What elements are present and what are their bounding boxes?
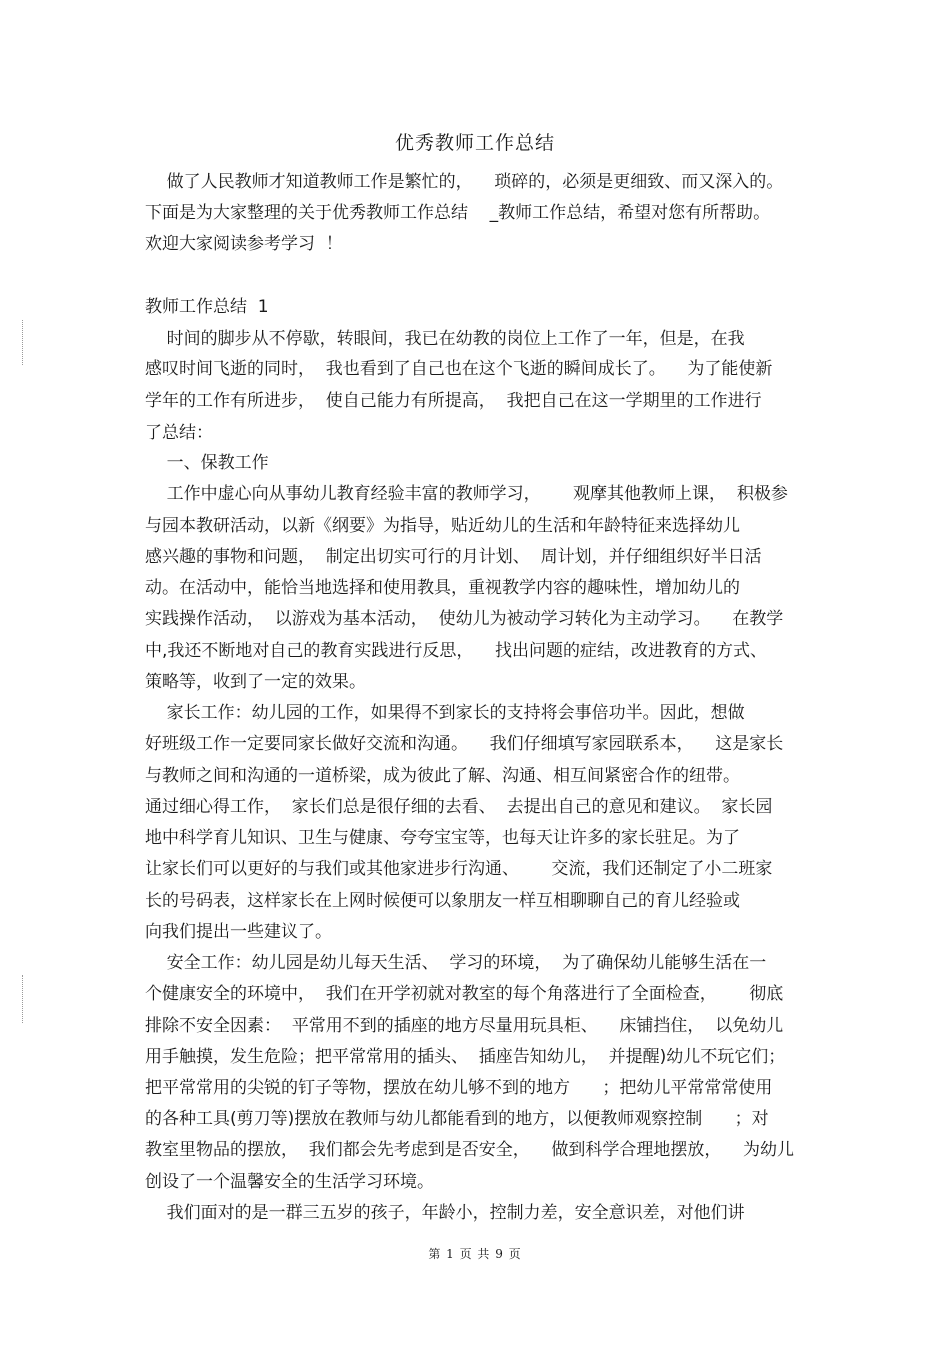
body-line: 教师工作总结 1 xyxy=(145,297,269,317)
body-line: 一、保教工作 xyxy=(145,453,269,473)
body-line: 工作中虚心向从事幼儿教育经验丰富的教师学习， 观摩其他教师上课， 积极参 xyxy=(145,484,788,504)
body-line: 实践操作活动， 以游戏为基本活动， 使幼儿为被动学习转化为主动学习。 在教学 xyxy=(145,609,784,629)
body-line: 让家长们可以更好的与我们或其他家进步行沟通、 交流，我们还制定了小二班家 xyxy=(145,859,773,879)
body-line: 感叹时间飞逝的同时， 我也看到了自己也在这个飞逝的瞬间成长了。 为了能使新 xyxy=(145,359,773,379)
body-line: 学年的工作有所进步， 使自己能力有所提高， 我把自己在这一学期里的工作进行 xyxy=(145,391,762,411)
body-line: 教室里物品的摆放， 我们都会先考虑到是否安全， 做到科学合理地摆放， 为幼儿 xyxy=(145,1140,795,1160)
body-line: 欢迎大家阅读参考学习 ！ xyxy=(145,234,343,254)
body-line: 个健康安全的环境中， 我们在开学初就对教室的每个角落进行了全面检查， 彻底 xyxy=(145,984,784,1004)
body-line: 向我们提出一些建议了。 xyxy=(145,922,332,942)
binding-margin-mark-bottom xyxy=(22,975,25,1023)
body-line: 排除不安全因素： 平常用不到的插座的地方尽量用玩具柜、 床铺挡住， 以免幼儿 xyxy=(145,1016,784,1036)
body-line: 好班级工作一定要同家长做好交流和沟通。 我们仔细填写家园联系本， 这是家长 xyxy=(145,734,784,754)
body-line: 的各种工具(剪刀等)摆放在教师与幼儿都能看到的地方，以便教师观察控制 ；对 xyxy=(145,1109,769,1129)
body-line: 动。在活动中，能恰当地选择和使用教具，重视教学内容的趣味性，增加幼儿的 xyxy=(145,578,740,598)
body-line: 与教师之间和沟通的一道桥梁，成为彼此了解、沟通、相互间紧密合作的纽带。 xyxy=(145,766,740,786)
body-line: 我们面对的是一群三五岁的孩子，年龄小，控制力差，安全意识差，对他们讲 xyxy=(145,1203,745,1223)
body-line: 通过细心得工作， 家长们总是很仔细的去看、 去提出自己的意见和建议。 家长园 xyxy=(145,797,773,817)
document-title: 优秀教师工作总结 xyxy=(394,132,555,154)
body-line: 用手触摸，发生危险；把平常常用的插头、 插座告知幼儿， 并提醒)幼儿不玩它们； xyxy=(145,1047,786,1067)
body-line: 长的号码表，这样家长在上网时候便可以象朋友一样互相聊聊自己的育儿经验或 xyxy=(145,891,740,911)
binding-margin-mark-top xyxy=(22,320,25,365)
body-line: 了总结： xyxy=(145,423,213,443)
body-line: 感兴趣的事物和问题， 制定出切实可行的月计划、 周计划，并仔细组织好半日活 xyxy=(145,547,762,567)
body-line: 把平常常用的尖锐的钉子等物，摆放在幼儿够不到的地方 ；把幼儿平常常常使用 xyxy=(145,1078,773,1098)
body-line: 下面是为大家整理的关于优秀教师工作总结 _教师工作总结，希望对您有所帮助。 xyxy=(145,203,771,223)
body-line: 时间的脚步从不停歇，转眼间，我已在幼教的岗位上工作了一年，但是，在我 xyxy=(145,329,745,349)
body-line: 策略等，收到了一定的效果。 xyxy=(145,672,366,692)
body-line: 安全工作：幼儿园是幼儿每天生活、 学习的环境， 为了确保幼儿能够生活在一 xyxy=(145,953,767,973)
body-line: 家长工作：幼儿园的工作，如果得不到家长的支持将会事倍功半。因此，想做 xyxy=(145,703,745,723)
body-line: 创设了一个温馨安全的生活学习环境。 xyxy=(145,1172,434,1192)
body-line: 与园本教研活动，以新《纲要》为指导，贴近幼儿的生活和年龄特征来选择幼儿 xyxy=(145,516,740,536)
body-line: 做了人民教师才知道教师工作是繁忙的， 琐碎的，必须是更细致、而又深入的。 xyxy=(145,172,784,192)
body-line: 中,我还不断地对自己的教育实践进行反思， 找出问题的症结，改进教育的方式、 xyxy=(145,641,768,661)
body-line: 地中科学育儿知识、卫生与健康、夸夸宝宝等，也每天让许多的家长驻足。为了 xyxy=(145,828,740,848)
page-footer: 第 1 页 共 9 页 xyxy=(428,1247,522,1261)
